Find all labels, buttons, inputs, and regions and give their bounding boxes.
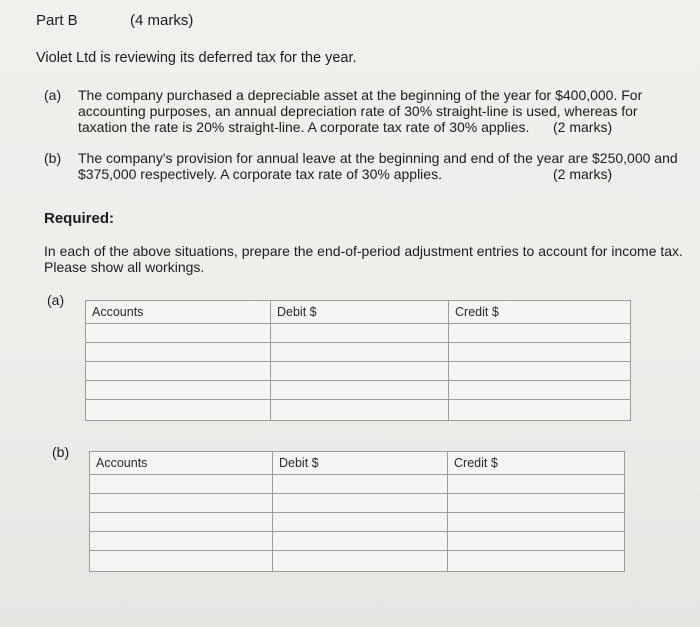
column-header-accounts: Accounts: [86, 301, 271, 324]
part-marks: (4 marks): [130, 12, 194, 29]
question-b-label: (b): [44, 150, 62, 166]
table-row: [90, 532, 625, 551]
question-b-line: $375,000 respectively. A corporate tax rate of 30% applies.: [78, 166, 442, 182]
table-row: [86, 400, 631, 421]
credit-cell[interactable]: [449, 362, 631, 381]
credit-cell[interactable]: [449, 400, 631, 421]
table-row: [90, 551, 625, 572]
credit-cell[interactable]: [448, 532, 625, 551]
table-row: [86, 324, 631, 343]
credit-cell[interactable]: [448, 513, 625, 532]
debit-cell[interactable]: [271, 324, 449, 343]
table-row: [90, 494, 625, 513]
question-a-label: (a): [44, 87, 62, 103]
debit-cell[interactable]: [273, 551, 448, 572]
column-header-credit: Credit $: [448, 452, 625, 475]
question-b-line: The company's provision for annual leave at the beginning and end of the year are $250,000 and: [78, 150, 678, 166]
debit-cell[interactable]: [273, 475, 448, 494]
accounts-cell[interactable]: [86, 381, 271, 400]
debit-cell[interactable]: [273, 532, 448, 551]
table-row: [86, 381, 631, 400]
journal-table-a: [85, 300, 631, 421]
part-title: Part B: [36, 12, 78, 29]
debit-cell[interactable]: [273, 494, 448, 513]
table-a-label: (a): [47, 292, 65, 308]
column-header-debit: Debit $: [273, 452, 448, 475]
credit-cell[interactable]: [448, 475, 625, 494]
table-row: [90, 513, 625, 532]
intro-text: Violet Ltd is reviewing its deferred tax for the year.: [36, 50, 357, 66]
debit-cell[interactable]: [273, 513, 448, 532]
debit-cell[interactable]: [271, 343, 449, 362]
required-instructions: [44, 243, 683, 275]
accounts-cell[interactable]: [86, 362, 271, 381]
question-a-line: taxation the rate is 20% straight-line. A corporate tax rate of 30% applies.: [78, 119, 530, 135]
question-a-line: The company purchased a depreciable asset at the beginning of the year for $400,000. For: [78, 87, 643, 103]
table-header-row: [90, 452, 625, 475]
credit-cell[interactable]: [449, 381, 631, 400]
question-b-marks: (2 marks): [553, 166, 613, 182]
debit-cell[interactable]: [271, 400, 449, 421]
credit-cell[interactable]: [448, 494, 625, 513]
required-heading: Required:: [44, 210, 115, 227]
accounts-cell[interactable]: [90, 532, 273, 551]
table-b-label: (b): [52, 444, 70, 460]
credit-cell[interactable]: [449, 343, 631, 362]
table-row: [86, 362, 631, 381]
column-header-credit: Credit $: [449, 301, 631, 324]
instruction-line: Please show all workings.: [44, 259, 205, 275]
accounts-cell[interactable]: [90, 551, 273, 572]
accounts-cell[interactable]: [86, 343, 271, 362]
table-row: [86, 343, 631, 362]
question-a-marks: (2 marks): [553, 119, 613, 135]
accounts-cell[interactable]: [90, 494, 273, 513]
accounts-cell[interactable]: [90, 513, 273, 532]
debit-cell[interactable]: [271, 381, 449, 400]
accounts-cell[interactable]: [86, 400, 271, 421]
credit-cell[interactable]: [449, 324, 631, 343]
journal-table-b: [89, 451, 625, 572]
table-row: [90, 475, 625, 494]
column-header-debit: Debit $: [271, 301, 449, 324]
question-a-line: accounting purposes, an annual depreciation rate of 30% straight-line is used, whereas for: [78, 103, 638, 119]
instruction-line: In each of the above situations, prepare the end-of-period adjustment entries to account for income tax.: [44, 243, 683, 259]
debit-cell[interactable]: [271, 362, 449, 381]
accounts-cell[interactable]: [90, 475, 273, 494]
table-header-row: [86, 301, 631, 324]
credit-cell[interactable]: [448, 551, 625, 572]
accounts-cell[interactable]: [86, 324, 271, 343]
column-header-accounts: Accounts: [90, 452, 273, 475]
